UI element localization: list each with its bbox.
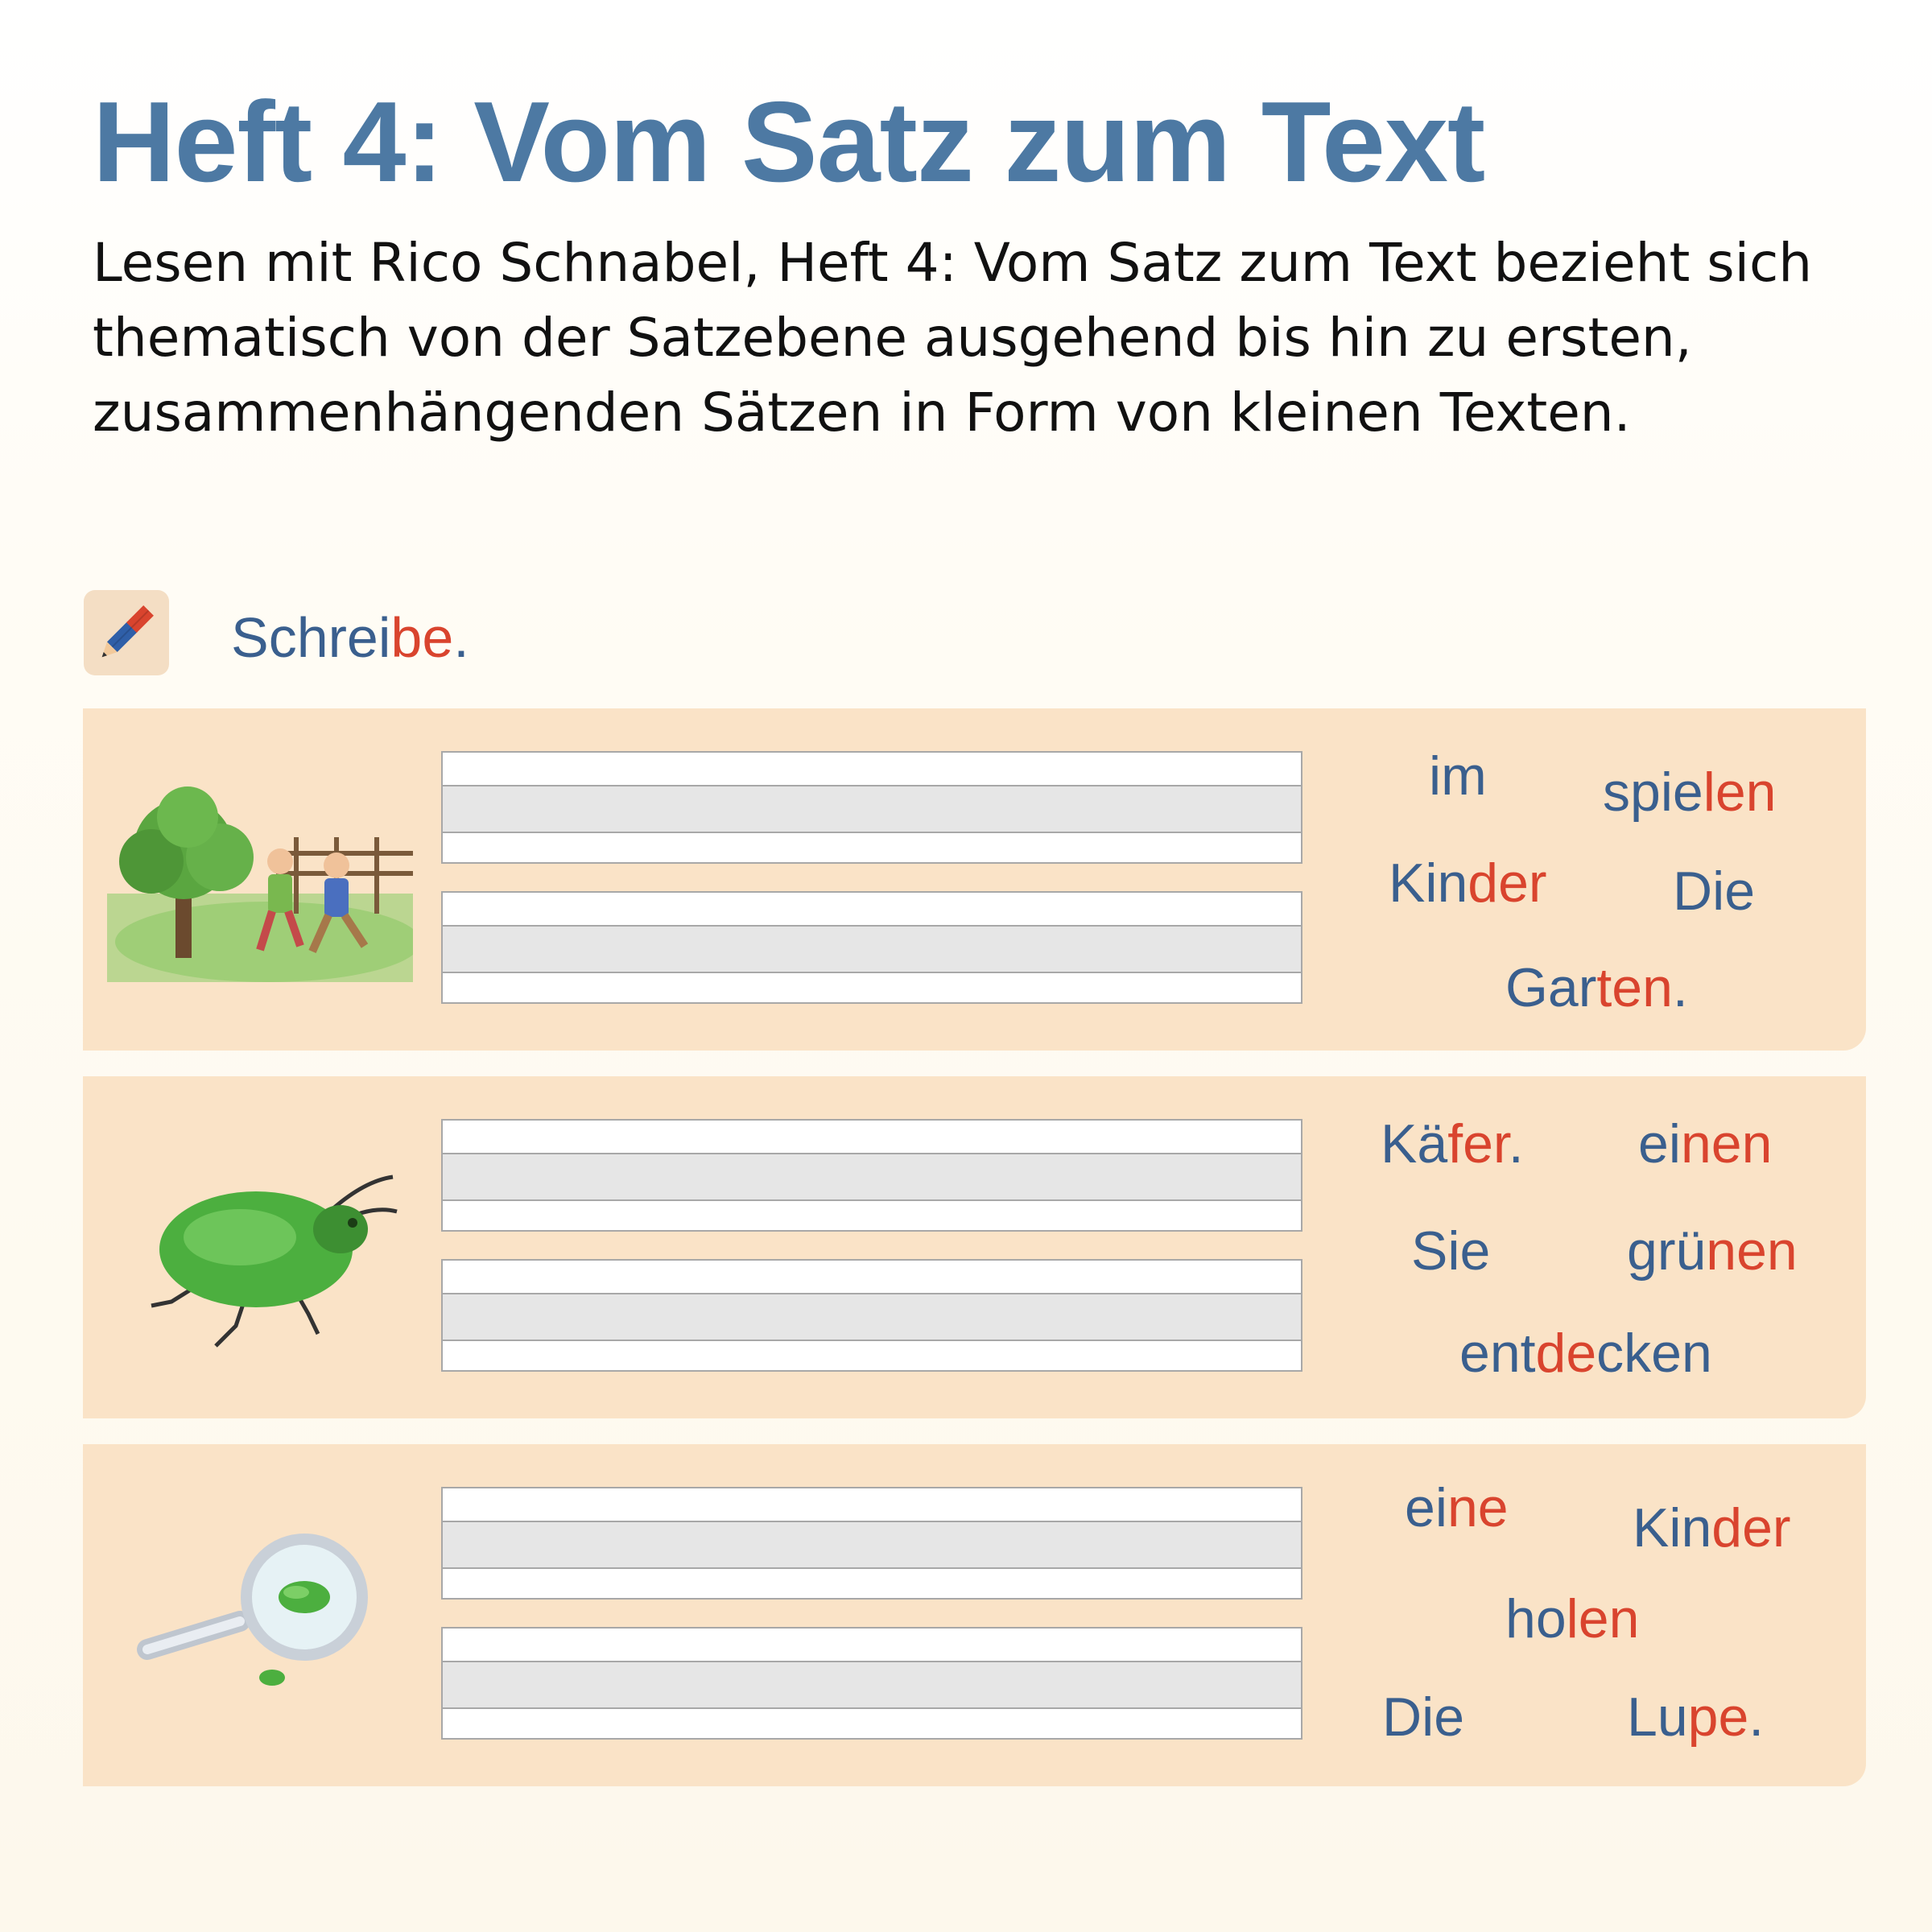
task-panel-3 <box>83 1444 1866 1786</box>
task-panel-2 <box>83 1076 1866 1418</box>
instruction: Schreibe. <box>231 606 469 669</box>
word-card: im <box>1429 745 1487 807</box>
word-card: Garten. <box>1505 957 1688 1018</box>
word-card: spielen <box>1603 762 1777 823</box>
word-card: Kinder <box>1633 1497 1791 1558</box>
task-panel-1 <box>83 708 1866 1051</box>
word-card: einen <box>1638 1113 1773 1174</box>
writing-line[interactable] <box>441 1259 1302 1372</box>
word-card: Sie <box>1411 1220 1491 1282</box>
green-beetle-illustration <box>107 1141 413 1358</box>
writing-line[interactable] <box>441 891 1302 1004</box>
word-card: eine <box>1405 1477 1509 1538</box>
pencil-icon <box>84 590 169 675</box>
writing-line[interactable] <box>441 1487 1302 1600</box>
word-card: Käfer. <box>1381 1113 1524 1174</box>
word-card: Die <box>1382 1686 1465 1748</box>
word-card: entdecken <box>1459 1323 1712 1384</box>
word-card: Die <box>1673 861 1756 922</box>
page-title: Heft 4: Vom Satz zum Text <box>93 78 1485 206</box>
garden-children-illustration <box>107 773 413 990</box>
word-card: Kinder <box>1389 852 1547 914</box>
magnifying-glass-illustration <box>107 1509 413 1726</box>
writing-line[interactable] <box>441 1119 1302 1232</box>
writing-line[interactable] <box>441 1627 1302 1740</box>
word-card: grünen <box>1627 1220 1798 1282</box>
word-card: Lupe. <box>1627 1686 1765 1748</box>
intro-text: Lesen mit Rico Schnabel, Heft 4: Vom Satz zum Text bezieht sich thematisch von der Satzebene ausgehend bis hin zu ersten, zusammenhängenden Sätzen in Form von kleinen Texten. <box>93 232 1813 444</box>
word-card: holen <box>1505 1588 1640 1649</box>
writing-line[interactable] <box>441 751 1302 864</box>
